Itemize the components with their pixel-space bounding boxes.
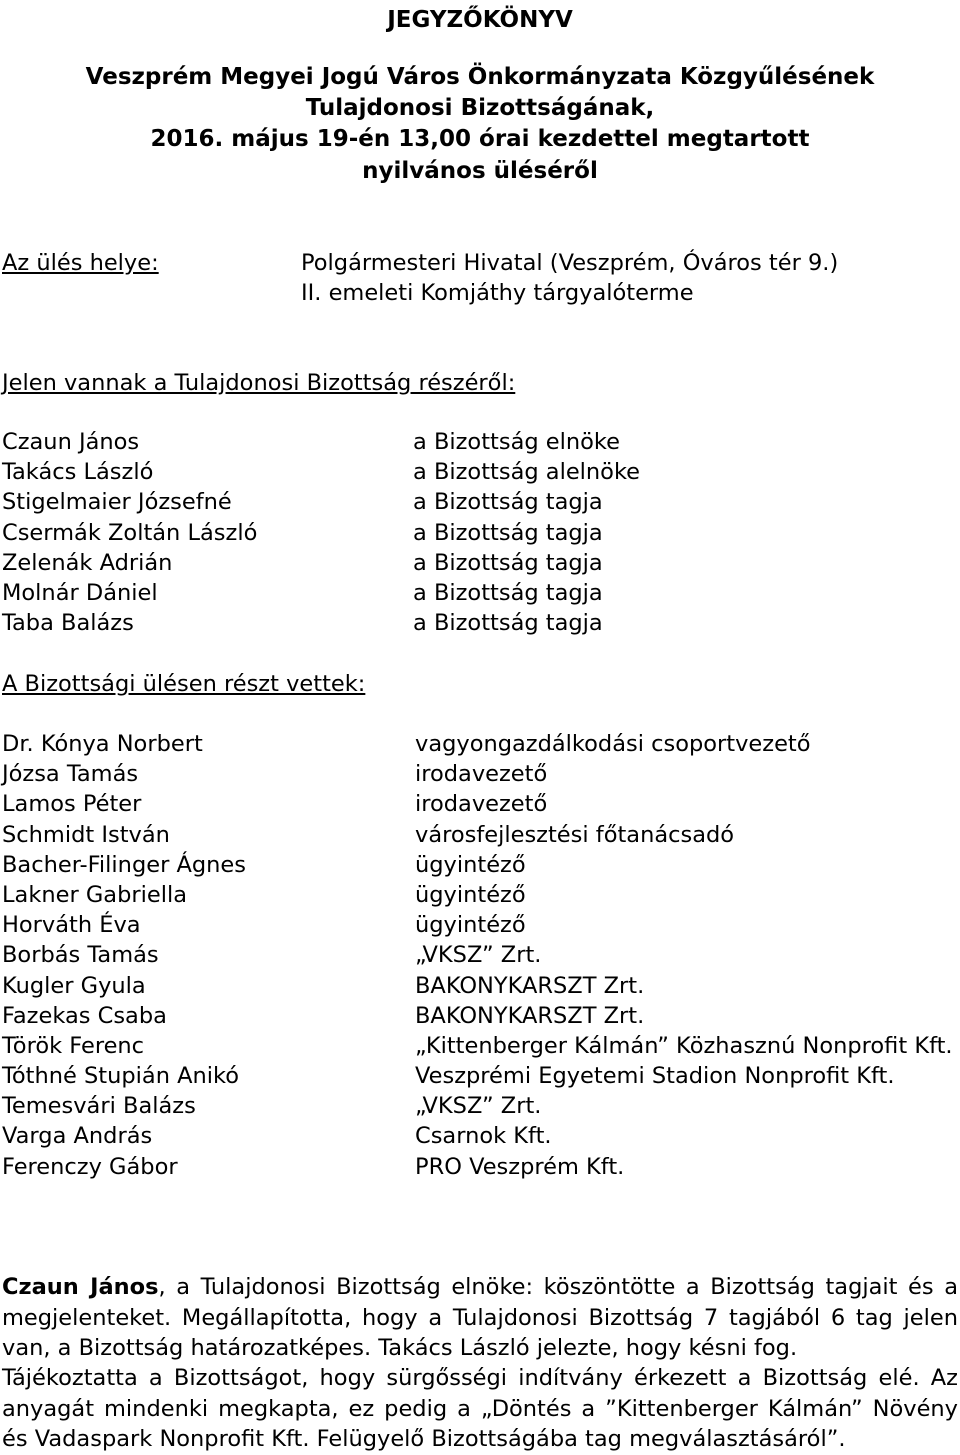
member-role: a Bizottság alelnöke (413, 459, 641, 486)
list-item (0, 1091, 960, 1121)
member-name: Czaun János (2, 429, 140, 455)
attendee-name: Horváth Éva (2, 912, 141, 939)
attendee-role: városfejlesztési főtanácsadó (415, 821, 735, 848)
list-item (0, 1061, 960, 1091)
member-name: Zelenák Adrián (2, 549, 173, 576)
document-subtitle-line-2: Tulajdonosi Bizottságának, (305, 95, 655, 121)
attendee-role: „Kittenberger Kálmán” Közhasznú Nonprofit Kft. (415, 1032, 953, 1059)
member-role: a Bizottság tagja (413, 549, 603, 576)
document-title: JEGYZŐKÖNYV (387, 7, 573, 33)
opening-paragraph-text: , a Tulajdonosi Bizottság elnöke: köszöntötte a Bizottság tagjait és a megjelenteket. Megállapította, hogy a Tulajdonosi Bizottság 7 tagjából 6 tag jelen van, a Bizottság határozatképes. Takács László jelezte, hogy késni fog. (2, 1274, 958, 1361)
member-name: Stigelmaier Józsefné (2, 489, 232, 516)
attendee-name: Dr. Kónya Norbert (2, 731, 203, 757)
list-item (0, 548, 960, 578)
speaker-name: Czaun János (2, 1274, 159, 1300)
list-item (0, 608, 960, 638)
attendee-name: Lamos Péter (2, 791, 142, 818)
attendee-name: Kugler Gyula (2, 972, 146, 999)
attendee-name: Tóthné Stupián Anikó (2, 1063, 240, 1090)
document-subtitle-line-1: Veszprém Megyei Jogú Város Önkormányzata Közgyűlésének (85, 64, 875, 90)
attendees-heading: A Bizottsági ülésen részt vettek: (2, 671, 366, 697)
attendee-name: Borbás Tamás (2, 942, 159, 969)
member-name: Molnár Dániel (2, 579, 158, 606)
list-item (0, 910, 960, 940)
member-name: Takács László (2, 459, 154, 486)
venue-address: Polgármesteri Hivatal (Veszprém, Óváros tér 9.) (301, 250, 839, 276)
attendee-role: ügyintéző (415, 912, 526, 939)
list-item (0, 578, 960, 608)
attendee-name: Ferenczy Gábor (2, 1153, 178, 1180)
member-role: a Bizottság tagja (413, 610, 603, 637)
list-item (0, 518, 960, 548)
list-item (0, 940, 960, 970)
committee-members-list (0, 427, 960, 638)
attendee-role: Csarnok Kft. (415, 1123, 552, 1150)
list-item (0, 880, 960, 910)
attendee-name: Lakner Gabriella (2, 881, 187, 908)
attendee-role: „VKSZ” Zrt. (415, 1093, 542, 1120)
member-role: a Bizottság tagja (413, 519, 603, 546)
list-item (0, 1152, 960, 1182)
attendee-role: PRO Veszprém Kft. (415, 1153, 625, 1180)
attendee-name: Józsa Tamás (2, 761, 139, 788)
attendee-name: Varga András (2, 1123, 153, 1150)
list-item (0, 1121, 960, 1151)
document-subtitle-line-4: nyilvános üléséről (362, 158, 598, 184)
attendees-list (0, 729, 960, 1182)
attendee-role: ügyintéző (415, 851, 526, 878)
present-members-heading: Jelen vannak a Tulajdonosi Bizottság részéről: (2, 370, 516, 396)
list-item (0, 487, 960, 517)
list-item (0, 1031, 960, 1061)
document-subtitle-line-3: 2016. május 19-én 13,00 órai kezdettel megtartott (150, 126, 810, 152)
attendee-name: Török Ferenc (2, 1032, 145, 1059)
attendee-role: „VKSZ” Zrt. (415, 942, 542, 969)
attendee-role: BAKONYKARSZT Zrt. (415, 972, 645, 999)
attendee-role: BAKONYKARSZT Zrt. (415, 1002, 645, 1029)
list-item (0, 427, 960, 457)
list-item (0, 457, 960, 487)
list-item (0, 971, 960, 1001)
attendee-name: Fazekas Csaba (2, 1002, 167, 1029)
venue-room: II. emeleti Komjáthy tárgyalóterme (301, 280, 694, 306)
list-item (0, 820, 960, 850)
attendee-name: Schmidt István (2, 821, 170, 848)
attendee-name: Temesvári Balázs (2, 1093, 196, 1120)
opening-paragraph (2, 1272, 958, 1364)
attendee-role: Veszprémi Egyetemi Stadion Nonprofit Kft. (415, 1063, 895, 1090)
member-name: Taba Balázs (2, 610, 134, 637)
agenda-paragraph: Tájékoztatta a Bizottságot, hogy sürgősségi indítvány érkezett a Bizottság elé. Az anyagát mindenki megkapta, ez pedig a „Döntés a ”Kittenberger Kálmán” Növény és Vadaspark Nonprofit Kft. Felügyelő Bizottságába tag megválasztásáról”. (2, 1365, 958, 1452)
list-item (0, 729, 960, 759)
list-item (0, 789, 960, 819)
attendee-role: irodavezető (415, 761, 548, 788)
list-item (0, 1001, 960, 1031)
member-role: a Bizottság tagja (413, 489, 603, 516)
attendee-role: vagyongazdálkodási csoportvezető (415, 731, 811, 757)
list-item (0, 850, 960, 880)
list-item (0, 759, 960, 789)
member-name: Csermák Zoltán László (2, 519, 258, 546)
member-role: a Bizottság elnöke (413, 429, 620, 455)
attendee-role: irodavezető (415, 791, 548, 818)
member-role: a Bizottság tagja (413, 579, 603, 606)
attendee-name: Bacher-Filinger Ágnes (2, 851, 246, 878)
venue-label: Az ülés helye: (2, 250, 159, 276)
attendee-role: ügyintéző (415, 881, 526, 908)
